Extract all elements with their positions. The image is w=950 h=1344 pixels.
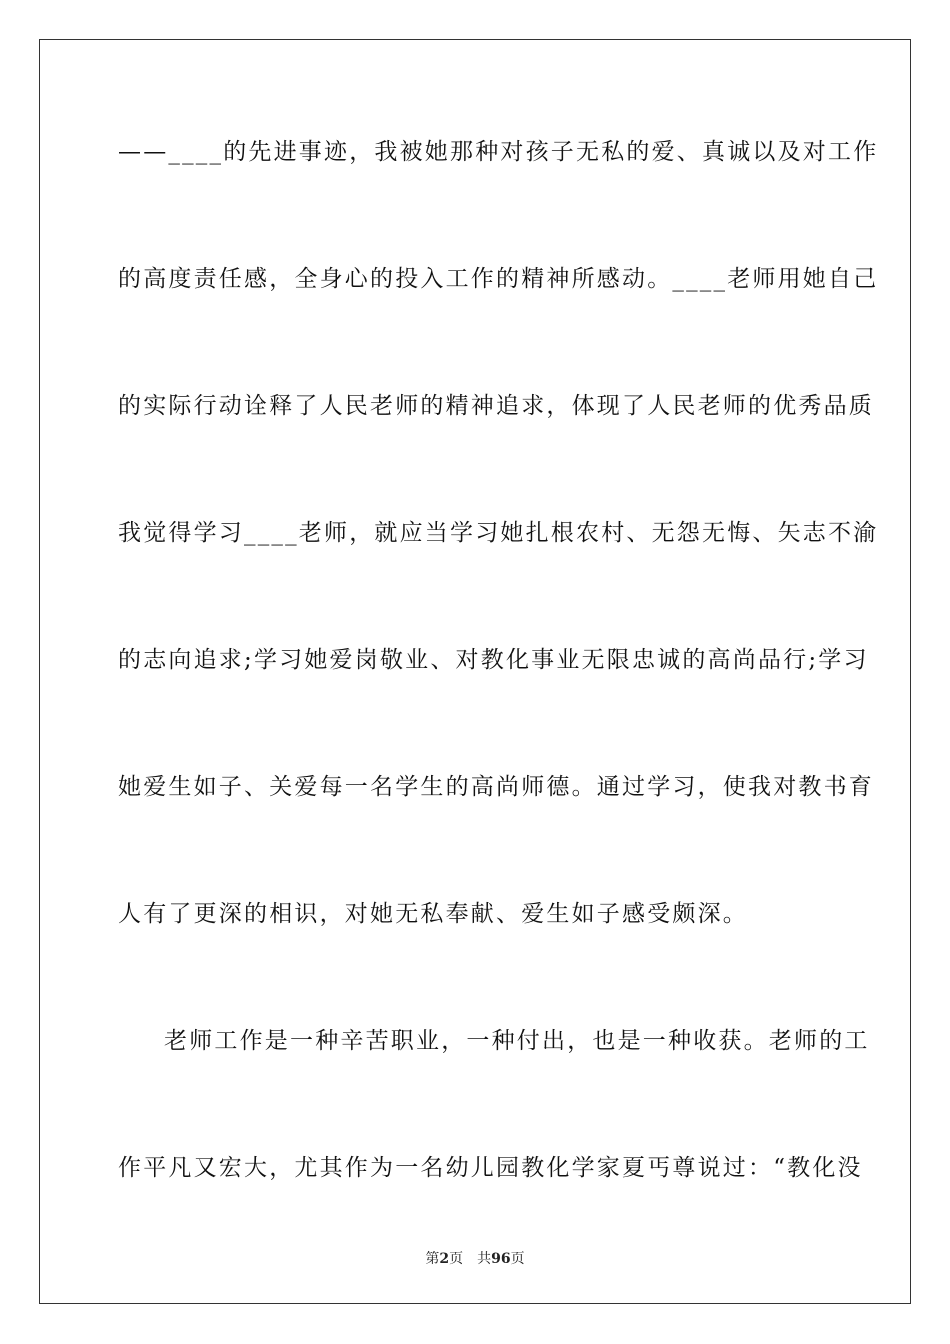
document-body xyxy=(118,122,879,1265)
text-line: 的志向追求;学习她爱岗敬业、对教化事业无限忠诚的高尚品行;学习 xyxy=(118,647,869,673)
text-line: 作平凡又宏大，尤其作为一名幼儿园教化学家夏丐尊说过：“教化没 xyxy=(118,1155,863,1181)
text-line: 的高度责任感，全身心的投入工作的精神所感动。____老师用她自己 xyxy=(118,266,879,292)
footer-page-suffix: 页 xyxy=(449,1251,464,1267)
page-footer xyxy=(0,1248,950,1268)
footer-page-number: 2 xyxy=(439,1251,450,1267)
text-line: 我觉得学习____老师，就应当学习她扎根农村、无怨无悔、矢志不渝 xyxy=(118,520,879,546)
text-line: 的实际行动诠释了人民老师的精神追求，体现了人民老师的优秀品质 xyxy=(118,393,874,419)
text-line: 人有了更深的相识，对她无私奉献、爱生如子感受颇深。 xyxy=(118,901,748,927)
footer-total-pages: 96 xyxy=(491,1251,511,1267)
footer-total-prefix: 共 xyxy=(477,1251,492,1267)
paragraph-start-line: 老师工作是一种辛苦职业，一种付出，也是一种收获。老师的工 xyxy=(164,1028,870,1054)
text-line: 她爱生如子、关爱每一名学生的高尚师德。通过学习，使我对教书育 xyxy=(118,774,874,800)
footer-total-suffix: 页 xyxy=(510,1251,525,1267)
text-line: ——____的先进事迹，我被她那种对孩子无私的爱、真诚以及对工作 xyxy=(118,139,879,165)
footer-page-prefix: 第 xyxy=(425,1251,440,1267)
